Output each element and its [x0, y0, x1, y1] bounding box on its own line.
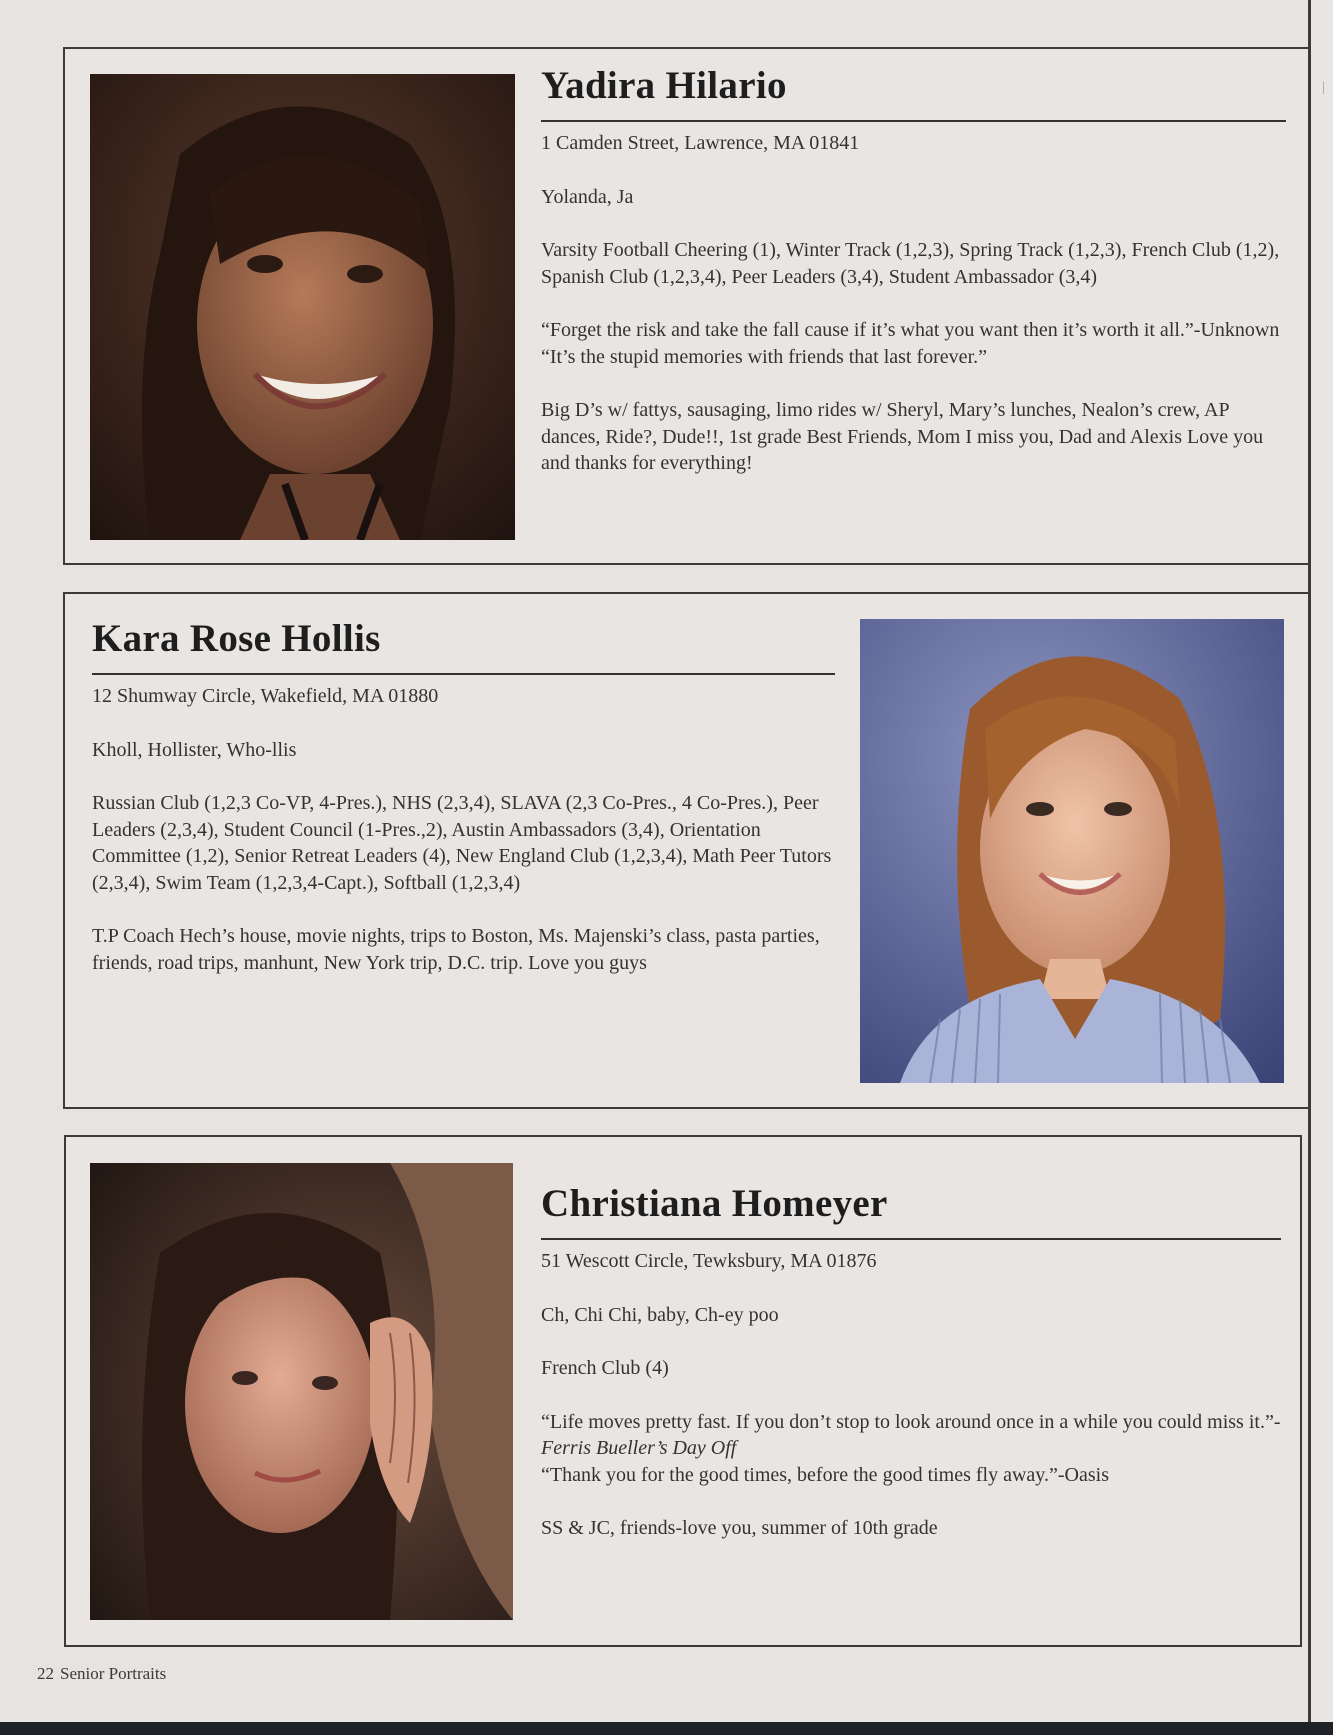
- activities: Russian Club (1,2,3 Co-VP, 4-Pres.), NHS (2,3,4), SLAVA (2,3 Co-Pres., 4 Co-Pres.), Peer Leaders (2,3,4), Student Council (1-Pres.,2), Austin Ambassadors (3,4), Orientation Committee (1,2), Senior Retreat Leaders (4), New England Club (1,2,3,4), Math Peer Tutors (2,3,4), Swim Team (1,2,3,4-Capt.), Softball (1,2,3,4): [92, 792, 832, 894]
- page-gutter: [1308, 0, 1333, 1735]
- page-footer: [37, 1664, 166, 1684]
- home-address: 1 Camden Street, Lawrence, MA 01841: [541, 132, 860, 154]
- senior-name: Kara Rose Hollis: [92, 619, 835, 675]
- quote-source: Ferris Bueller’s Day Off: [541, 1437, 737, 1459]
- senior-card-3: [64, 1135, 1302, 1647]
- memories: Big D’s w/ fattys, sausaging, limo rides w/ Sheryl, Mary’s lunches, Nealon’s crew, AP dances, Ride?, Dude!!, 1st grade Best Friends, Mom I miss you, Dad and Alexis Love you and thanks for everything!: [541, 399, 1264, 474]
- section-title: Senior Portraits: [60, 1664, 167, 1683]
- activities: Varsity Football Cheering (1), Winter Track (1,2,3), Spring Track (1,2,3), French Club (1,2), Spanish Club (1,2,3,4), Peer Leaders (3,4), Student Ambassador (3,4): [541, 239, 1280, 288]
- adjacent-page-edge: |: [1322, 80, 1325, 95]
- senior-name: Yadira Hilario: [541, 66, 1286, 122]
- nicknames: Ch, Chi Chi, baby, Ch-ey poo: [541, 1303, 779, 1326]
- portrait-photo: [90, 1163, 513, 1620]
- quote: “It’s the stupid memories with friends that last forever.”: [541, 345, 987, 368]
- page-number: 22: [37, 1664, 54, 1683]
- senior-details: [92, 619, 835, 976]
- home-address: 12 Shumway Circle, Wakefield, MA 01880: [92, 685, 439, 707]
- quote: “Forget the risk and take the fall cause if it’s what you want then it’s worth it all.”-Unknown: [541, 319, 1280, 341]
- portrait-photo: [860, 619, 1284, 1083]
- portrait-photo: [90, 74, 515, 540]
- home-address: 51 Wescott Circle, Tewksbury, MA 01876: [541, 1250, 877, 1272]
- quote-text: “Life moves pretty fast. If you don’t stop to look around once in a while you could miss it.”-: [541, 1410, 1281, 1433]
- quote: [541, 1409, 1281, 1462]
- nicknames: Yolanda, Ja: [541, 185, 634, 208]
- senior-details: [541, 66, 1286, 477]
- nicknames: Kholl, Hollister, Who-llis: [92, 738, 297, 761]
- activities: French Club (4): [541, 1357, 669, 1379]
- senior-details: [541, 1184, 1281, 1542]
- quote: “Thank you for the good times, before the good times fly away.”-Oasis: [541, 1463, 1109, 1486]
- senior-card-2: [63, 592, 1310, 1109]
- memories: SS & JC, friends-love you, summer of 10th grade: [541, 1517, 938, 1539]
- bottom-edge: [0, 1722, 1333, 1735]
- senior-name: Christiana Homeyer: [541, 1184, 1281, 1240]
- memories: T.P Coach Hech’s house, movie nights, trips to Boston, Ms. Majenski’s class, pasta parties, friends, road trips, manhunt, New York trip, D.C. trip. Love you guys: [92, 925, 820, 974]
- senior-card-1: [63, 47, 1310, 565]
